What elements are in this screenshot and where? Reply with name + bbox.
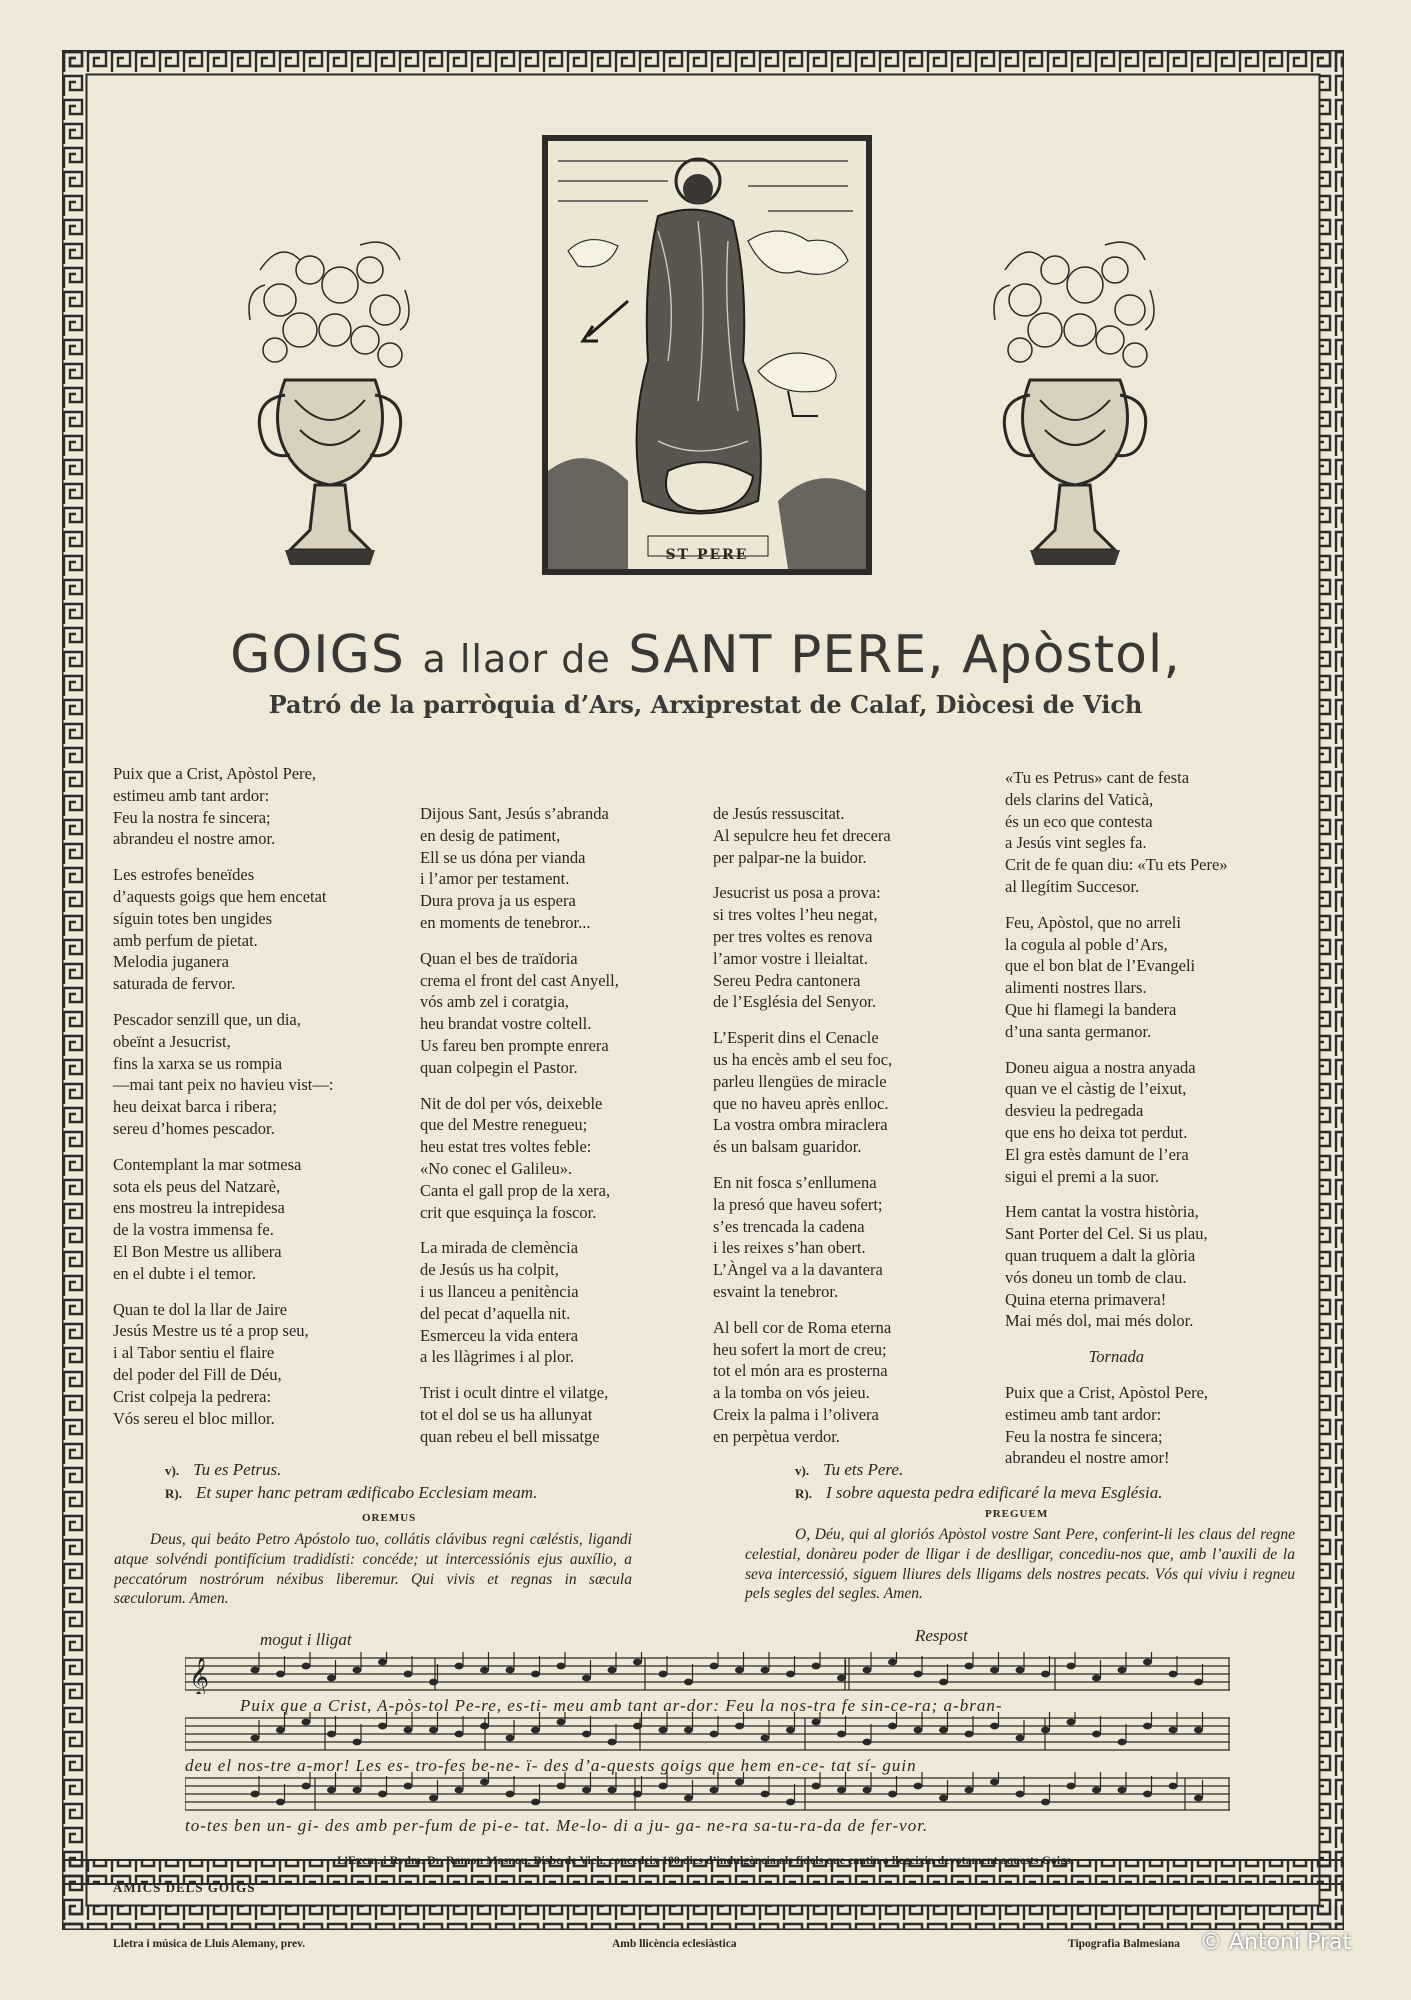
- verse-line: la presó que haveu sofert;: [713, 1194, 883, 1214]
- stanza: [713, 803, 892, 868]
- verse-line: de la vostra immensa fe.: [113, 1220, 274, 1240]
- note-head: [863, 1739, 872, 1746]
- note-head: [812, 1663, 821, 1670]
- note-head: [531, 1727, 540, 1734]
- verse-line: Melodia juganera: [113, 952, 229, 972]
- note-head: [990, 1667, 999, 1674]
- verse-line: Us fareu ben prompte enrera: [420, 1035, 609, 1055]
- note-head: [1143, 1723, 1152, 1730]
- flower-vase-left-illustration: [240, 230, 420, 590]
- verse-line: heu brandat vostre coltell.: [420, 1014, 592, 1034]
- verse-line: del poder del Fill de Déu,: [113, 1364, 282, 1384]
- verse-line: La mirada de clemència: [420, 1238, 579, 1258]
- verse-line: del pecat d’aquella nit.: [420, 1303, 571, 1323]
- note-head: [404, 1783, 413, 1790]
- note-head: [429, 1727, 438, 1734]
- tempo-marking: mogut i lligat: [260, 1630, 352, 1649]
- verse-line: per palpar-ne la buidor.: [713, 847, 867, 867]
- verse-column-1: [113, 763, 333, 1443]
- catalan-response: [795, 1483, 1162, 1503]
- note-head: [1118, 1667, 1127, 1674]
- lyric-line-3: to-tes ben un- gi- des amb per-fum de pi-e- tat. Me-lo- di a ju- ga- ne-ra sa-tu-ra-da de fer-vor.: [185, 1816, 929, 1835]
- verse-line: d’una santa germanor.: [1005, 1021, 1152, 1041]
- note-head: [557, 1783, 566, 1790]
- oremus-heading: OREMUS: [362, 1512, 417, 1524]
- verse-line: i les reixes s’han obert.: [713, 1238, 866, 1258]
- versicle-text: Tu ets Pere.: [823, 1460, 904, 1479]
- page-subtitle: Patró de la parròquia d’Ars, Arxiprestat de Calaf, Diòcesi de Vich: [268, 690, 1143, 719]
- verse-line: alimenti nostres llars.: [1005, 978, 1147, 998]
- note-head: [531, 1671, 540, 1678]
- response-text: Et super hanc petram ædificabo Ecclesiam meam.: [195, 1483, 538, 1502]
- note-head: [608, 1787, 617, 1794]
- note-head: [302, 1663, 311, 1670]
- verse-line: Creix la palma i l’olivera: [713, 1404, 879, 1424]
- verse-line: Puix que a Crist, Apòstol Pere,: [1005, 1382, 1209, 1402]
- note-head: [353, 1739, 362, 1746]
- verse-line: El Bon Mestre us allibera: [113, 1241, 282, 1261]
- verse-line: La vostra ombra miraclera: [713, 1115, 888, 1135]
- verse-line: us ha encès amb el seu foc,: [713, 1049, 893, 1069]
- latin-versicle: [165, 1460, 281, 1480]
- verse-line: l’amor vostre i lleialtat.: [713, 948, 868, 968]
- verse-line: d’aquests goigs que hem encetat: [113, 886, 327, 906]
- note-head: [429, 1679, 438, 1686]
- footer-license: Amb llicència eclesiàstica: [612, 1938, 737, 1950]
- stanza: [113, 1154, 333, 1285]
- verse-line: Les estrofes beneïdes: [113, 865, 255, 885]
- verse-line: de Jesús ressuscitat.: [713, 804, 845, 823]
- verse-line: Doneu aigua a nostra anyada: [1005, 1057, 1196, 1077]
- verse-line: la cogula al poble d’Ars,: [1005, 934, 1168, 954]
- verse-line: de l’Església del Senyor.: [713, 992, 877, 1012]
- note-head: [1041, 1799, 1050, 1806]
- note-head: [1118, 1787, 1127, 1794]
- note-head: [837, 1731, 846, 1738]
- note-head: [710, 1731, 719, 1738]
- note-head: [888, 1791, 897, 1798]
- note-head: [302, 1719, 311, 1726]
- note-head: [608, 1739, 617, 1746]
- note-head: [506, 1735, 515, 1742]
- stanza: [113, 1299, 333, 1430]
- verse-line: Que hi flamegi la bandera: [1005, 999, 1177, 1019]
- verse-line: sota els peus del Natzarè,: [113, 1176, 281, 1196]
- note-head: [786, 1671, 795, 1678]
- note-head: [786, 1727, 795, 1734]
- note-head: [480, 1667, 489, 1674]
- note-head: [1092, 1675, 1101, 1682]
- stanza: [420, 1237, 619, 1368]
- versicle-label: v).: [165, 1463, 180, 1478]
- verse-line: Quina eterna primavera!: [1005, 1289, 1167, 1309]
- verse-line: Feu la nostra fe sincera;: [113, 807, 271, 827]
- stanza: [1005, 1382, 1228, 1469]
- staff-line-1: [185, 1652, 1230, 1714]
- note-head: [965, 1663, 974, 1670]
- verse-line: si tres voltes l’heu negat,: [713, 905, 878, 925]
- verse-line: Pescador senzill que, un dia,: [113, 1009, 301, 1029]
- verse-line: heu sofert la mort de creu;: [713, 1339, 887, 1359]
- publisher-amics: AMICS DELS GOIGS: [113, 1880, 256, 1895]
- note-head: [761, 1735, 770, 1742]
- note-head: [990, 1779, 999, 1786]
- note-head: [939, 1679, 948, 1686]
- note-head: [1143, 1791, 1152, 1798]
- verse-line: és un balsam guaridor.: [713, 1137, 862, 1157]
- verse-line: parleu llengües de miracle: [713, 1071, 887, 1091]
- verse-line: Sereu Pedra cantonera: [713, 970, 861, 990]
- note-head: [1041, 1727, 1050, 1734]
- verse-line: Dura prova ja us espera: [420, 891, 576, 911]
- note-head: [531, 1799, 540, 1806]
- latin-response: [165, 1483, 537, 1503]
- music-score: [185, 1626, 1230, 1845]
- staff-2: [185, 1712, 1230, 1754]
- note-head: [327, 1787, 336, 1794]
- note-head: [378, 1659, 387, 1666]
- verse-line: que no haveu après enlloc.: [713, 1093, 889, 1113]
- note-head: [990, 1723, 999, 1730]
- verse-line: que el bon blat de l’Evangeli: [1005, 956, 1196, 976]
- note-head: [735, 1667, 744, 1674]
- verse-line: quan truquem a dalt la glòria: [1005, 1245, 1196, 1265]
- verse-line: Canta el gall prop de la xera,: [420, 1180, 611, 1200]
- verse-line: que ens ho deixa tot perdut.: [1005, 1122, 1188, 1142]
- stanza: [420, 948, 619, 1079]
- note-head: [480, 1779, 489, 1786]
- verse-line: Feu, Apòstol, que no arreli: [1005, 912, 1181, 932]
- note-head: [506, 1791, 515, 1798]
- title-connector: a llaor de: [422, 637, 611, 681]
- verse-line: saturada de fervor.: [113, 974, 236, 994]
- note-head: [710, 1663, 719, 1670]
- verse-line: quan rebeu el bell missatge: [420, 1426, 600, 1446]
- response-marking: Respost: [915, 1626, 968, 1645]
- note-head: [455, 1787, 464, 1794]
- verse-line: en perpètua verdor.: [713, 1426, 840, 1446]
- note-head: [659, 1727, 668, 1734]
- note-head: [888, 1659, 897, 1666]
- verse-line: Quan te dol la llar de Jaire: [113, 1299, 288, 1319]
- verse-line: síguin totes ben ungides: [113, 908, 273, 928]
- verse-line: i al Tabor sentiu el flaire: [113, 1343, 275, 1363]
- note-head: [251, 1735, 260, 1742]
- verse-line: Jesús Mestre us té a prop seu,: [113, 1321, 309, 1341]
- verse-line: obeïnt a Jesucrist,: [113, 1031, 231, 1051]
- note-head: [557, 1663, 566, 1670]
- verse-line: vós amb zel i coratgia,: [420, 992, 569, 1012]
- verse-line: a Jesús vint segles fa.: [1005, 833, 1147, 853]
- note-head: [608, 1667, 617, 1674]
- watermark: © Antoni Prat: [1200, 1930, 1352, 1955]
- verse-line: El gra estès damunt de l’era: [1005, 1144, 1189, 1164]
- note-head: [327, 1731, 336, 1738]
- stanza: [113, 1009, 333, 1140]
- note-head: [1067, 1719, 1076, 1726]
- note-head: [582, 1731, 591, 1738]
- note-head: [863, 1787, 872, 1794]
- footer-printer: Tipografia Balmesiana: [1068, 1938, 1180, 1950]
- catalan-versicle: [795, 1460, 903, 1480]
- verse-line: és un eco que contesta: [1005, 811, 1153, 831]
- tornada-heading: Tornada: [1088, 1347, 1144, 1367]
- saint-peter-woodcut: [542, 135, 872, 575]
- note-head: [404, 1671, 413, 1678]
- stanza: [113, 864, 333, 995]
- note-head: [939, 1795, 948, 1802]
- verse-line: Crit de fe quan diu: «Tu ets Pere»: [1005, 855, 1228, 875]
- verse-line: ens mostreu la intrepidesa: [113, 1198, 285, 1218]
- note-head: [965, 1731, 974, 1738]
- lyric-line-1: Puix que a Crist, A-pòs-tol Pe-re, es-ti- meu amb tant ar-dor: Feu la nos-tra fe sin-ce-ra; a-bran-: [240, 1696, 1003, 1715]
- note-head: [1169, 1783, 1178, 1790]
- verse-column-2: [420, 803, 619, 1462]
- note-head: [914, 1671, 923, 1678]
- verse-line: fins la xarxa se us rompia: [113, 1053, 283, 1073]
- note-head: [455, 1731, 464, 1738]
- verse-line: i l’amor per testament.: [420, 869, 570, 889]
- response-label: R).: [165, 1486, 182, 1501]
- preguem-heading: PREGUEM: [985, 1508, 1049, 1520]
- note-head: [1016, 1735, 1025, 1742]
- note-head: [582, 1787, 591, 1794]
- verse-line: Esmerceu la vida entera: [420, 1325, 579, 1345]
- note-head: [1143, 1659, 1152, 1666]
- note-head: [761, 1791, 770, 1798]
- note-head: [735, 1723, 744, 1730]
- note-head: [480, 1723, 489, 1730]
- note-head: [1194, 1727, 1203, 1734]
- note-head: [302, 1783, 311, 1790]
- response-label: R).: [795, 1486, 812, 1501]
- note-head: [1169, 1727, 1178, 1734]
- verse-line: heu deixat barca i ribera;: [113, 1097, 277, 1117]
- stanza: [1005, 1201, 1228, 1332]
- note-head: [786, 1799, 795, 1806]
- verse-line: Nit de dol per vós, deixeble: [420, 1093, 603, 1113]
- stanza: [713, 882, 892, 1013]
- verse-line: desvieu la pedregada: [1005, 1101, 1144, 1121]
- verse-line: Al bell cor de Roma eterna: [713, 1317, 892, 1337]
- stanza: [420, 1093, 619, 1224]
- verse-line: crema el front del cast Anyell,: [420, 970, 619, 990]
- verse-line: a la tomba on vós jeieu.: [713, 1383, 870, 1403]
- stanza: [420, 803, 619, 934]
- note-head: [455, 1663, 464, 1670]
- note-head: [684, 1679, 693, 1686]
- lyric-line-2: deu el nos-tre a-mor! Les es- tro-fes be-ne- ï- des d’a-quests goigs que hem en-ce- tat sí- guin: [185, 1756, 917, 1775]
- verse-line: Ell se us dóna per vianda: [420, 847, 586, 867]
- latin-prayer: Deus, qui beáto Petro Apóstolo tuo, collátis clávibus regni cæléstis, ligandi atque solvéndi pontifícium tradidísti: concéde; ut intercessiónis ejus auxílio, a peccatórum nostrórum néxibus liberemur. Qui vivis et regnas in sæcula sæculorum. Amen.: [114, 1531, 632, 1608]
- verse-line: s’es trencada la cadena: [713, 1216, 865, 1236]
- note-head: [276, 1799, 285, 1806]
- indulgence-note: L’Excm. i Rvdm. Dr. Ramon Masnou, Bisbe de Vich, concedeix 100 dies d’indulgència als fidels que cantin o llegeixin devotament aquests Goigs.: [337, 1853, 1074, 1867]
- title-saint: SANT PERE, Apòstol,: [628, 625, 1181, 685]
- verse-line: en el dubte i el temor.: [113, 1263, 256, 1283]
- verse-line: Mai més dol, mai més dolor.: [1005, 1311, 1194, 1331]
- note-head: [914, 1783, 923, 1790]
- verse-line: en moments de tenebror...: [420, 912, 591, 932]
- response-text: I sobre aquesta pedra edificaré la meva Església.: [825, 1483, 1163, 1502]
- verse-line: Crist colpeja la pedrera:: [113, 1386, 272, 1406]
- staff-line-3: [185, 1772, 1230, 1834]
- verse-line: per tres voltes es renova: [713, 926, 873, 946]
- verse-line: sigui el premi a la suor.: [1005, 1166, 1159, 1186]
- verse-line: tot el món ara es prosterna: [713, 1361, 888, 1381]
- note-head: [251, 1791, 260, 1798]
- verse-line: L’Àngel va a la davantera: [713, 1260, 883, 1280]
- stanza: [713, 1172, 892, 1303]
- verse-line: crit que esquinça la foscor.: [420, 1202, 597, 1222]
- verse-line: vós doneu un tomb de clau.: [1005, 1267, 1187, 1287]
- verse-line: Contemplant la mar sotmesa: [113, 1154, 302, 1174]
- verse-line: abrandeu el nostre amor!: [1005, 1448, 1170, 1468]
- verse-column-3: [713, 803, 892, 1462]
- stanza: [1005, 1057, 1228, 1188]
- note-head: [353, 1787, 362, 1794]
- verse-line: dels clarins del Vaticà,: [1005, 789, 1154, 809]
- note-head: [633, 1791, 642, 1798]
- staff-1: [185, 1652, 1230, 1694]
- verse-line: Puix que a Crist, Apòstol Pere,: [113, 764, 317, 783]
- stanza: [713, 1317, 892, 1448]
- verse-line: Dijous Sant, Jesús s’abranda: [420, 804, 609, 823]
- note-head: [404, 1727, 413, 1734]
- note-head: [837, 1675, 846, 1682]
- flower-vase-right-illustration: [985, 230, 1165, 590]
- verse-line: L’Esperit dins el Cenacle: [713, 1028, 879, 1048]
- verse-line: estimeu amb tant ardor:: [1005, 1404, 1162, 1424]
- verse-line: «No conec el Galileu».: [420, 1158, 573, 1178]
- note-head: [1092, 1731, 1101, 1738]
- note-head: [1067, 1783, 1076, 1790]
- note-head: [684, 1795, 693, 1802]
- footer-author: Lletra i música de Lluis Alemany, prev.: [113, 1938, 306, 1950]
- note-head: [633, 1659, 642, 1666]
- note-head: [914, 1727, 923, 1734]
- note-head: [429, 1795, 438, 1802]
- verse-line: Sant Porter del Cel. Si us plau,: [1005, 1224, 1208, 1244]
- note-head: [1194, 1795, 1203, 1802]
- versicle-text: Tu es Petrus.: [193, 1460, 282, 1479]
- stanza: [1005, 767, 1228, 898]
- verse-line: esvaint la tenebror.: [713, 1281, 839, 1301]
- note-head: [863, 1667, 872, 1674]
- verse-line: al llegítim Succesor.: [1005, 876, 1140, 896]
- verse-line: Al sepulcre heu fet drecera: [713, 825, 891, 845]
- note-head: [1092, 1787, 1101, 1794]
- verse-line: Feu la nostra fe sincera;: [1005, 1426, 1163, 1446]
- verse-line: Vós sereu el bloc millor.: [113, 1408, 275, 1428]
- note-head: [888, 1723, 897, 1730]
- note-head: [506, 1667, 515, 1674]
- verse-line: «Tu es Petrus» cant de festa: [1005, 768, 1190, 787]
- note-head: [761, 1667, 770, 1674]
- note-head: [1016, 1791, 1025, 1798]
- stanza: [1005, 1346, 1228, 1368]
- verse-column-4: [1005, 767, 1228, 1483]
- title-goigs: GOIGS: [230, 625, 405, 685]
- note-head: [1118, 1739, 1127, 1746]
- note-head: [684, 1727, 693, 1734]
- stanza: [113, 763, 333, 850]
- verse-line: Quan el bes de traïdoria: [420, 948, 578, 968]
- verse-line: quan ve el càstig de l’eixut,: [1005, 1079, 1187, 1099]
- verse-line: que del Mestre renegueu;: [420, 1115, 588, 1135]
- verse-line: quan colpegin el Pastor.: [420, 1057, 578, 1077]
- note-head: [939, 1727, 948, 1734]
- note-head: [251, 1667, 260, 1674]
- verse-line: abrandeu el nostre amor.: [113, 829, 276, 849]
- note-head: [378, 1791, 387, 1798]
- catalan-prayer: O, Déu, qui al gloriós Apòstol vostre Sant Pere, conferint-li les claus del regne celestial, donàreu poder de lligar i de deslligar, concediu-nos que, amb l’auxili de la seva intercessió, siguem lliures dels lligams dels nostres pecats. Vós qui viviu i regneu pels segles del segles. Amen.: [745, 1526, 1295, 1603]
- verse-line: de Jesús us ha colpit,: [420, 1260, 559, 1280]
- note-head: [659, 1783, 668, 1790]
- verse-line: Hem cantat la vostra història,: [1005, 1202, 1199, 1222]
- verse-line: sereu d’homes pescador.: [113, 1118, 275, 1138]
- verse-line: amb perfum de pietat.: [113, 930, 258, 950]
- note-head: [659, 1671, 668, 1678]
- note-head: [812, 1783, 821, 1790]
- note-head: [557, 1719, 566, 1726]
- verse-line: tot el dol se us ha allunyat: [420, 1404, 593, 1424]
- stanza: [420, 1382, 619, 1447]
- woodcut-caption: ST PERE: [665, 547, 749, 563]
- verse-line: —mai tant peix no havieu vist—:: [113, 1075, 334, 1095]
- note-head: [735, 1779, 744, 1786]
- note-head: [837, 1787, 846, 1794]
- note-head: [1016, 1667, 1025, 1674]
- note-head: [1194, 1679, 1203, 1686]
- staff-line-2: [185, 1712, 1230, 1774]
- verse-line: estimeu amb tant ardor:: [113, 785, 270, 805]
- note-head: [1067, 1663, 1076, 1670]
- stanza: [1005, 912, 1228, 1043]
- note-head: [812, 1719, 821, 1726]
- verse-line: a les llàgrimes i al plor.: [420, 1347, 574, 1367]
- note-head: [582, 1675, 591, 1682]
- versicle-label: v).: [795, 1463, 810, 1478]
- note-head: [1169, 1671, 1178, 1678]
- note-head: [353, 1667, 362, 1674]
- verse-line: En nit fosca s’enllumena: [713, 1172, 877, 1192]
- verse-line: Jesucrist us posa a prova:: [713, 883, 881, 903]
- stanza: [713, 1027, 892, 1158]
- note-head: [276, 1671, 285, 1678]
- verse-line: Trist i ocult dintre el vilatge,: [420, 1383, 609, 1403]
- note-head: [327, 1675, 336, 1682]
- note-head: [378, 1723, 387, 1730]
- note-head: [633, 1723, 642, 1730]
- verse-line: i us llanceu a penitència: [420, 1281, 579, 1301]
- svg-text:𝄞: 𝄞: [189, 1657, 210, 1694]
- note-head: [276, 1727, 285, 1734]
- verse-line: en desig de patiment,: [420, 825, 561, 845]
- note-head: [965, 1787, 974, 1794]
- note-head: [710, 1787, 719, 1794]
- page-title: [0, 625, 1411, 685]
- note-head: [1041, 1671, 1050, 1678]
- staff-3: [185, 1772, 1230, 1814]
- verse-line: heu estat tres voltes feble:: [420, 1137, 592, 1157]
